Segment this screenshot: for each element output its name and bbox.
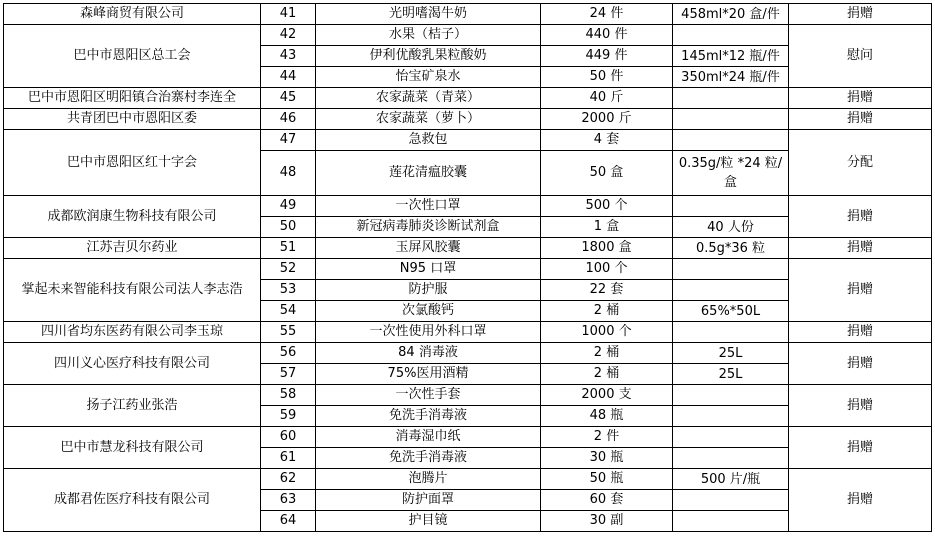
item-name-cell: 护目镜 (316, 511, 541, 532)
spec-cell (673, 280, 789, 301)
item-name-cell: 一次性使用外科口罩 (316, 322, 541, 343)
item-name-cell: 光明嗜渴牛奶 (316, 4, 541, 25)
item-number-cell: 64 (261, 511, 316, 532)
item-name-cell: 一次性口罩 (316, 196, 541, 217)
purpose-cell: 捐赠 (789, 385, 932, 427)
item-name-cell: 玉屏风胶囊 (316, 238, 541, 259)
spec-cell: 0.35g/粒 *24 粒/盒 (673, 151, 789, 196)
purpose-cell: 捐赠 (789, 469, 932, 532)
donor-cell: 巴中市恩阳区明阳镇合治寨村李连全 (4, 88, 261, 109)
item-number-cell: 46 (261, 109, 316, 130)
quantity-cell: 50 盒 (541, 151, 673, 196)
quantity-cell: 50 瓶 (541, 469, 673, 490)
item-number-cell: 49 (261, 196, 316, 217)
spec-cell (673, 196, 789, 217)
donor-cell: 巴中市恩阳区红十字会 (4, 130, 261, 196)
item-number-cell: 61 (261, 448, 316, 469)
table-row (4, 109, 932, 130)
table-row (4, 238, 932, 259)
item-number-cell: 50 (261, 217, 316, 238)
item-name-cell: 泡腾片 (316, 469, 541, 490)
quantity-cell: 30 副 (541, 511, 673, 532)
table-row (4, 343, 932, 364)
item-name-cell: 一次性手套 (316, 385, 541, 406)
item-name-cell: 防护服 (316, 280, 541, 301)
donation-table (3, 3, 932, 532)
table-row (4, 259, 932, 280)
item-number-cell: 56 (261, 343, 316, 364)
item-number-cell: 42 (261, 25, 316, 46)
donor-cell: 四川省均东医药有限公司李玉琼 (4, 322, 261, 343)
donor-cell: 共青团巴中市恩阳区委 (4, 109, 261, 130)
quantity-cell: 440 件 (541, 25, 673, 46)
quantity-cell: 1800 盒 (541, 238, 673, 259)
purpose-cell: 捐赠 (789, 4, 932, 25)
quantity-cell: 2 桶 (541, 364, 673, 385)
item-name-cell: 免洗手消毒液 (316, 448, 541, 469)
quantity-cell: 2 桶 (541, 343, 673, 364)
item-number-cell: 43 (261, 46, 316, 67)
item-number-cell: 51 (261, 238, 316, 259)
item-name-cell: 次氯酸钙 (316, 301, 541, 322)
item-name-cell: 75%医用酒精 (316, 364, 541, 385)
quantity-cell: 24 件 (541, 4, 673, 25)
item-number-cell: 41 (261, 4, 316, 25)
item-number-cell: 52 (261, 259, 316, 280)
purpose-cell: 捐赠 (789, 259, 932, 322)
purpose-cell: 慰问 (789, 25, 932, 88)
quantity-cell: 100 个 (541, 259, 673, 280)
table-row (4, 130, 932, 151)
item-name-cell: 伊利优酸乳果粒酸奶 (316, 46, 541, 67)
table-row (4, 4, 932, 25)
purpose-cell: 捐赠 (789, 427, 932, 469)
item-name-cell: 急救包 (316, 130, 541, 151)
item-number-cell: 44 (261, 67, 316, 88)
item-number-cell: 59 (261, 406, 316, 427)
donor-cell: 成都欧润康生物科技有限公司 (4, 196, 261, 238)
donor-cell: 江苏吉贝尔药业 (4, 238, 261, 259)
spec-cell (673, 322, 789, 343)
quantity-cell: 449 件 (541, 46, 673, 67)
table-row (4, 469, 932, 490)
item-number-cell: 55 (261, 322, 316, 343)
table-row (4, 88, 932, 109)
quantity-cell: 4 套 (541, 130, 673, 151)
spec-cell: 65%*50L (673, 301, 789, 322)
quantity-cell: 2 桶 (541, 301, 673, 322)
spec-cell (673, 25, 789, 46)
purpose-cell: 分配 (789, 130, 932, 196)
item-number-cell: 54 (261, 301, 316, 322)
item-name-cell: 免洗手消毒液 (316, 406, 541, 427)
purpose-cell: 捐赠 (789, 238, 932, 259)
donor-cell: 成都君佐医疗科技有限公司 (4, 469, 261, 532)
item-number-cell: 58 (261, 385, 316, 406)
quantity-cell: 2 件 (541, 427, 673, 448)
spec-cell (673, 88, 789, 109)
table-row (4, 25, 932, 46)
table-row (4, 385, 932, 406)
table-row (4, 427, 932, 448)
item-number-cell: 53 (261, 280, 316, 301)
quantity-cell: 30 瓶 (541, 448, 673, 469)
spec-cell (673, 109, 789, 130)
quantity-cell: 60 套 (541, 490, 673, 511)
quantity-cell: 1 盒 (541, 217, 673, 238)
item-name-cell: 消毒湿巾纸 (316, 427, 541, 448)
spec-cell (673, 259, 789, 280)
item-number-cell: 63 (261, 490, 316, 511)
quantity-cell: 1000 个 (541, 322, 673, 343)
item-name-cell: 农家蔬菜（青菜） (316, 88, 541, 109)
spec-cell: 500 片/瓶 (673, 469, 789, 490)
item-number-cell: 45 (261, 88, 316, 109)
spec-cell: 25L (673, 364, 789, 385)
item-number-cell: 60 (261, 427, 316, 448)
spec-cell (673, 385, 789, 406)
quantity-cell: 500 个 (541, 196, 673, 217)
spec-cell (673, 427, 789, 448)
quantity-cell: 22 套 (541, 280, 673, 301)
table-row (4, 322, 932, 343)
item-number-cell: 48 (261, 151, 316, 196)
quantity-cell: 2000 支 (541, 385, 673, 406)
donation-table-body (4, 4, 932, 532)
spec-cell (673, 406, 789, 427)
item-name-cell: 怡宝矿泉水 (316, 67, 541, 88)
item-name-cell: 农家蔬菜（萝卜） (316, 109, 541, 130)
spec-cell: 25L (673, 343, 789, 364)
donor-cell: 四川义心医疗科技有限公司 (4, 343, 261, 385)
item-name-cell: N95 口罩 (316, 259, 541, 280)
spec-cell: 350ml*24 瓶/件 (673, 67, 789, 88)
spec-cell: 458ml*20 盒/件 (673, 4, 789, 25)
purpose-cell: 捐赠 (789, 109, 932, 130)
donor-cell: 掌起未来智能科技有限公司法人李志浩 (4, 259, 261, 322)
spec-cell (673, 130, 789, 151)
purpose-cell: 捐赠 (789, 322, 932, 343)
spec-cell: 40 人份 (673, 217, 789, 238)
quantity-cell: 2000 斤 (541, 109, 673, 130)
spec-cell (673, 511, 789, 532)
quantity-cell: 48 瓶 (541, 406, 673, 427)
spec-cell: 0.5g*36 粒 (673, 238, 789, 259)
item-name-cell: 84 消毒液 (316, 343, 541, 364)
item-number-cell: 57 (261, 364, 316, 385)
donor-cell: 巴中市恩阳区总工会 (4, 25, 261, 88)
item-number-cell: 62 (261, 469, 316, 490)
donor-cell: 扬子江药业张浩 (4, 385, 261, 427)
purpose-cell: 捐赠 (789, 343, 932, 385)
item-number-cell: 47 (261, 130, 316, 151)
item-name-cell: 新冠病毒肺炎诊断试剂盒 (316, 217, 541, 238)
spec-cell: 145ml*12 瓶/件 (673, 46, 789, 67)
quantity-cell: 50 件 (541, 67, 673, 88)
table-row (4, 196, 932, 217)
item-name-cell: 水果（桔子） (316, 25, 541, 46)
spec-cell (673, 448, 789, 469)
donor-cell: 森峰商贸有限公司 (4, 4, 261, 25)
spec-cell (673, 490, 789, 511)
item-name-cell: 防护面罩 (316, 490, 541, 511)
donor-cell: 巴中市慧龙科技有限公司 (4, 427, 261, 469)
purpose-cell: 捐赠 (789, 88, 932, 109)
item-name-cell: 莲花清瘟胶囊 (316, 151, 541, 196)
quantity-cell: 40 斤 (541, 88, 673, 109)
purpose-cell: 捐赠 (789, 196, 932, 238)
